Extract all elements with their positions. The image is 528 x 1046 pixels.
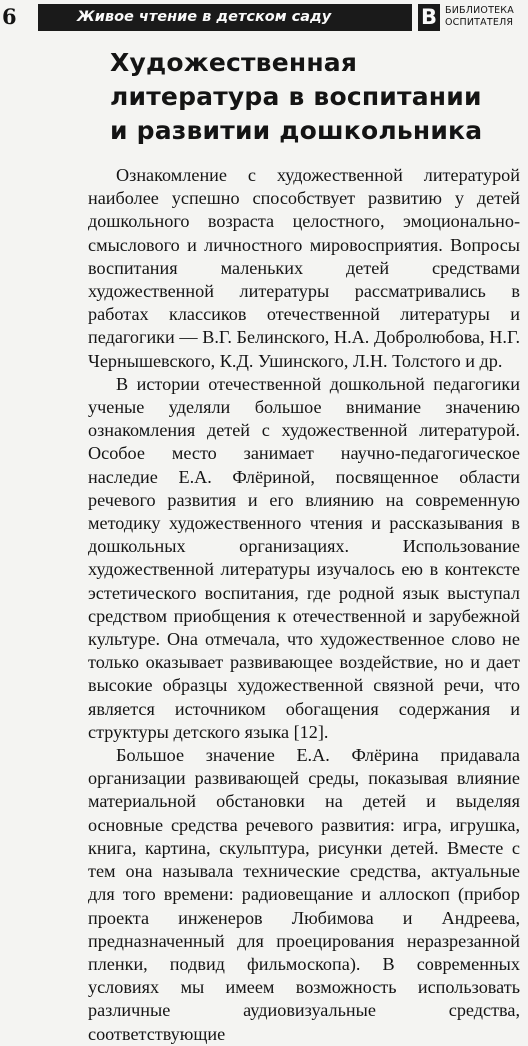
page-number: 6 bbox=[2, 4, 17, 29]
chapter-title-line-3: и развитии дошкольника bbox=[110, 116, 483, 145]
body-text bbox=[88, 164, 520, 1046]
paragraph-1: Ознакомление с художественной литературой наиболее успешно способствует развитию у детей дошкольного возраста целостного, эмоционально-смыслового и личностного мировосприятия. Вопросы воспитания маленьких детей средствами художественной литературы рассматривались в работах классиков отечественной литературы и педагогики — В.Г. Белинского, Н.А. Добролюбова, Н.Г. Чернышевского, К.Д. Ушинского, Л.Н. Толстого и др. bbox=[88, 165, 520, 371]
chapter-title bbox=[110, 46, 520, 148]
page-header bbox=[0, 4, 528, 32]
paragraph-2: В истории отечественной дошкольной педагогики ученые уделяли большое внимание значению ознакомления детей с художественной литературой. Особое место занимает научно-педагогическое наследие Е.А. Флёриной, посвященное области речевого развития и его влиянию на современную методику художественного чтения и рассказывания в дошкольных организациях. Использование художественной литературы изучалось ею в контексте эстетического воспитания, где родной язык выступал средством приобщения к отечественной и зарубежной культуре. Она отмечала, что художественное слово не только оказывает развивающее воздействие, но и дает высокие образцы художественной связной речи, что является источником обогащения содержания и структуры детского языка [12]. bbox=[88, 373, 520, 742]
series-logo bbox=[418, 4, 528, 32]
paragraph-3: Большое значение Е.А. Флёрина придавала организации развивающей среды, показывая влияние материальной обстановки на детей и выделяя основные средства речевого развития: игра, игрушка, книга, картина, скульптура, рисунки детей. Вместе с тем она называла технические средства, актуальные для того времени: радиовещание и аллоскоп (прибор проекта инженеров Любимова и Андреева, предназначенный для проецирования неразрезанной пленки, подвид фильмоскопа). В современных условиях мы имеем возможность использовать различные аудиовизуальные средства, соответствующие bbox=[88, 745, 520, 1044]
chapter-title-line-2: литература в воспитании bbox=[110, 82, 482, 111]
chapter-title-line-1: Художественная bbox=[110, 48, 358, 77]
series-logo-letter: В bbox=[418, 4, 440, 31]
running-title: Живое чтение в детском саду bbox=[38, 4, 412, 31]
series-logo-line-1: БИБЛИОТЕКА bbox=[445, 5, 514, 16]
series-logo-line-2: ОСПИТАТЕЛЯ bbox=[445, 17, 514, 28]
series-logo-text bbox=[445, 5, 514, 29]
